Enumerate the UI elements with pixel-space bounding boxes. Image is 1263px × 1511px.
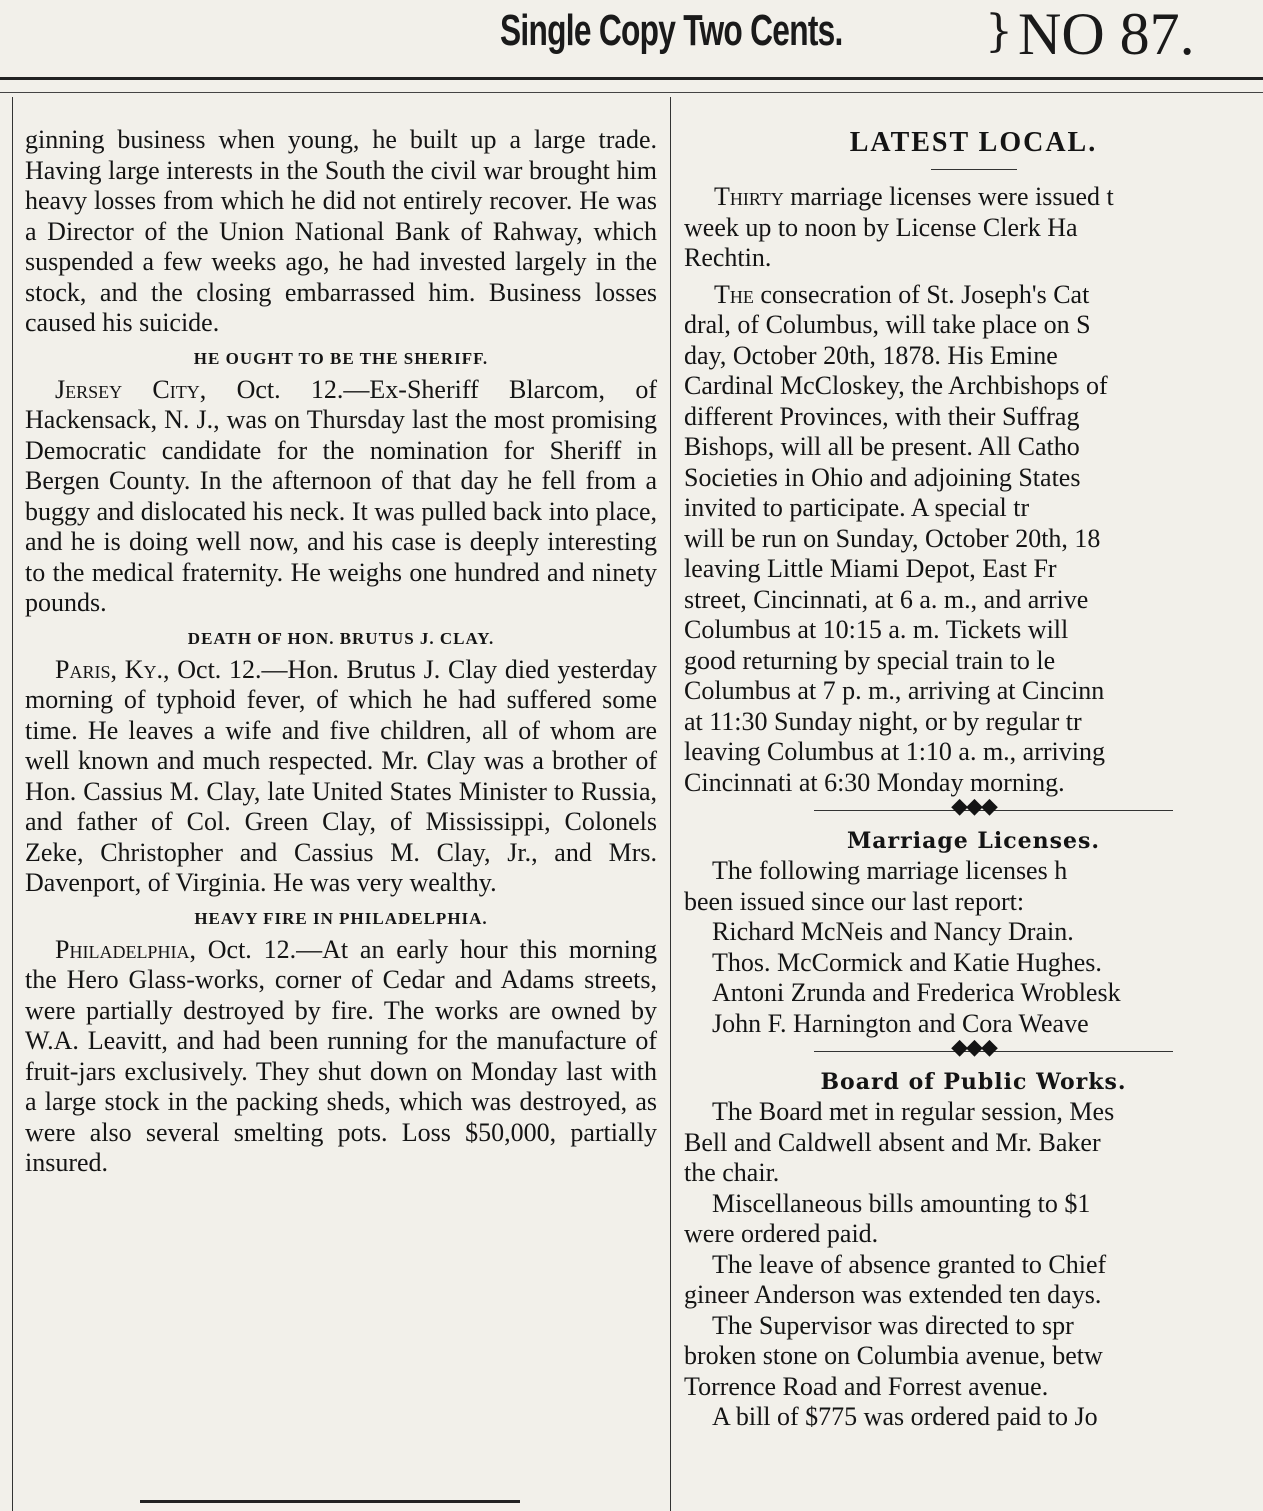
paragraph-lead: The	[714, 279, 754, 309]
section-title-rule	[931, 169, 1017, 170]
marriage-licenses-title: Marriage Licenses.	[846, 828, 1101, 854]
article-end-rule	[140, 1500, 520, 1503]
text-line: day, October 20th, 1878. His Emine	[684, 340, 1058, 370]
text-line: will be run on Sunday, October 20th, 18	[684, 523, 1101, 553]
text-line: Bishops, will all be present. All Catho	[684, 432, 1080, 461]
text-line: marriage licenses were issued t	[783, 182, 1114, 211]
text-line: at 11:30 Sunday night, or by regular tr	[684, 706, 1082, 736]
center-column-rule	[670, 97, 671, 1511]
ornament-icon: ◆◆◆	[951, 793, 996, 818]
article-headline: DEATH OF HON. BRUTUS J. CLAY.	[187, 628, 495, 648]
text-line: The following marriage licenses h	[712, 856, 1068, 885]
text-line: Torrence Road and Forrest avenue.	[684, 1371, 1049, 1401]
article-text: Oct. 12.—Hon. Brutus J. Clay died yesterday morning of typhoid fever, of which he had suffered some time. He leaves a wife and five children, all of whom are well known and much respected. Mr. Clay was a brother of Hon. Cassius M. Clay, late United States Minister to Russia, and father of Col. Green Clay, of Mississippi, Colonels Zeke, Christopher and Cassius M. Clay, Jr., and Mrs. Davenport, of Virginia. He was very wealthy.	[25, 654, 658, 897]
issue-number: NO 87.	[1018, 1, 1195, 67]
masthead-brace: }	[985, 6, 1013, 57]
text-line: invited to participate. A special tr	[684, 493, 1030, 522]
ornament-divider	[684, 793, 1263, 820]
text-line: were ordered paid.	[684, 1219, 879, 1248]
text-line: Columbus at 10:15 a. m. Tickets will	[684, 615, 1069, 644]
local-paragraph	[684, 280, 1263, 311]
article-dateline: Paris, Ky.,	[55, 654, 170, 684]
paragraph-lead: Thirty	[714, 182, 784, 211]
text-line: The Board met in regular session, Mes	[712, 1097, 1115, 1126]
text-line: street, Cincinnati, at 6 a. m., and arrive	[684, 584, 1089, 614]
masthead-thin-rule	[0, 92, 1263, 93]
text-line: Societies in Ohio and adjoining States	[684, 462, 1081, 492]
masthead	[0, 0, 1263, 80]
article-body	[25, 655, 657, 899]
article-text: Oct. 12.—Ex-Sheriff Blarcom, of Hackensack, N. J., was on Thursday last the most promising Democratic candidate for the nomination for Sheriff in Bergen County. In the afternoon of that day he fell from a buggy and dislocated his neck. It was pulled back into place, and he is doing well now, and his case is deeply interesting to the medical fraternity. He weighs one hundred and ninety pounds.	[25, 374, 657, 617]
text-line: Cincinnati at 6:30 Monday morning.	[684, 767, 1065, 797]
text-line: gineer Anderson was extended ten days.	[684, 1280, 1102, 1309]
article-headline: HEAVY FIRE IN PHILADELPHIA.	[194, 908, 488, 928]
text-line: Columbus at 7 p. m., arriving at Cincinn	[684, 676, 1105, 705]
masthead-price: Single Copy Two Cents.	[500, 6, 843, 55]
right-column	[684, 125, 1263, 1433]
text-line: The leave of absence granted to Chief	[712, 1249, 1107, 1279]
article-headline: HE OUGHT TO BE THE SHERIFF.	[193, 348, 489, 368]
text-line: been issued since our last report:	[684, 886, 1025, 916]
text-line: the chair.	[684, 1158, 780, 1187]
list-item: Antoni Zrunda and Frederica Wroblesk	[712, 978, 1121, 1007]
ornament-icon: ◆◆◆	[951, 1034, 996, 1059]
text-line: Cardinal McCloskey, the Archbishops of	[684, 371, 1108, 400]
article-dateline: Philadelphia,	[55, 934, 196, 964]
text-line: dral, of Columbus, will take place on S	[684, 310, 1091, 339]
text-line: different Provinces, with their Suffrag	[684, 401, 1080, 431]
text-line: Miscellaneous bills amounting to $1	[712, 1188, 1091, 1218]
text-line: Bell and Caldwell absent and Mr. Baker	[684, 1127, 1101, 1157]
list-item: John F. Harnington and Cora Weave	[712, 1008, 1089, 1038]
article-body	[25, 935, 657, 1179]
text-line: Rechtin.	[684, 243, 772, 272]
text-line: A bill of $775 was ordered paid to Jo	[712, 1402, 1098, 1431]
left-column	[25, 125, 657, 1179]
local-paragraph	[684, 182, 1263, 213]
text-line: broken stone on Columbia avenue, betw	[684, 1341, 1103, 1370]
text-line: leaving Little Miami Depot, East Fr	[684, 554, 1057, 583]
text-line: The Supervisor was directed to spr	[712, 1310, 1074, 1340]
text-line: good returning by special train to le	[684, 645, 1056, 675]
intro-paragraph: ginning business when young, he built up a large trade. Having large interests in the South the civil war brought him heavy losses from which he did not entirely recover. He was a Director of the Union National Bank of Rahway, which suspended a few weeks ago, he had invested largely in the stock, and the closing embarrassed him. Business losses caused his suicide.	[25, 125, 657, 337]
board-of-public-works-title: Board of Public Works.	[820, 1069, 1127, 1095]
ornament-divider	[684, 1034, 1263, 1061]
left-column-rule	[12, 97, 13, 1511]
masthead-rule	[0, 77, 1263, 80]
article-text: Oct. 12.—At an early hour this morning the Hero Glass-works, corner of Cedar and Adams streets, were partially destroyed by fire. The works are owned by W.A. Leavitt, and had been running for the manufacture of fruit-jars exclusively. They shut down on Monday last with a large stock in the packing sheds, which was destroyed, as were also several smelting pots. Loss $50,000, partially insured.	[25, 934, 657, 1177]
section-title: LATEST LOCAL.	[849, 127, 1098, 158]
list-item: Richard McNeis and Nancy Drain.	[712, 917, 1074, 946]
article-dateline: Jersey City,	[55, 374, 207, 404]
text-line: consecration of St. Joseph's Cat	[753, 279, 1090, 309]
text-line: leaving Columbus at 1:10 a. m., arriving	[684, 737, 1105, 766]
article-body	[25, 375, 657, 619]
list-item: Thos. McCormick and Katie Hughes.	[712, 947, 1102, 977]
text-line: week up to noon by License Clerk Ha	[684, 212, 1078, 242]
